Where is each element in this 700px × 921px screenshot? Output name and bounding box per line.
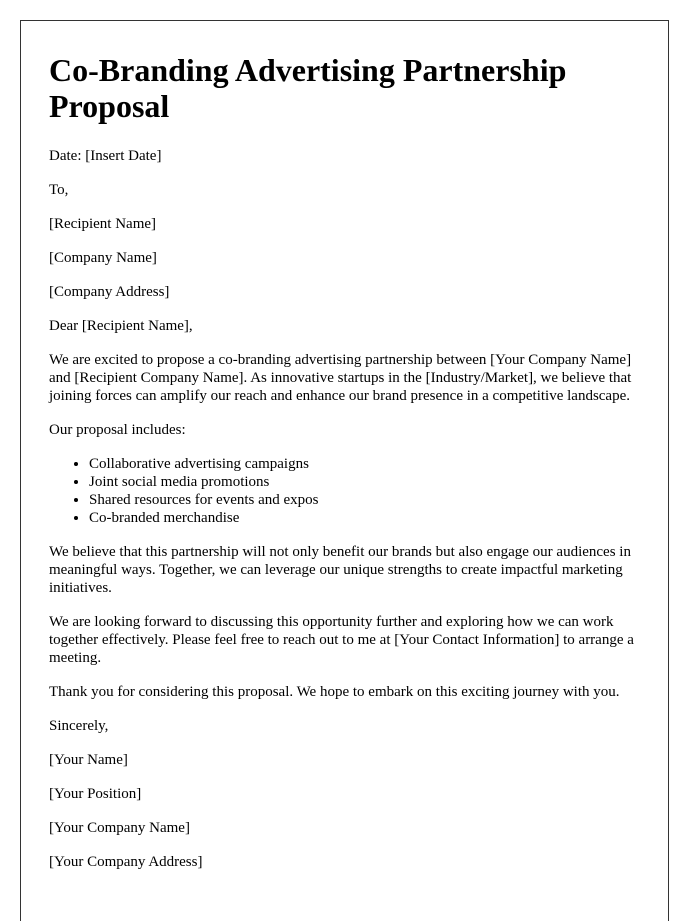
sender-address: [Your Company Address] (49, 854, 203, 870)
benefit-paragraph: We believe that this partnership will not only benefit our brands but also engage our audiences in meaningful ways. Together, we can leverage our unique strengths to create impactful marketing initiatives. (49, 544, 631, 596)
sender-company: [Your Company Name] (49, 820, 190, 836)
salutation: Dear [Recipient Name], (49, 318, 193, 334)
recipient-company-address: [Company Address] (49, 284, 170, 300)
to-line: To, (49, 182, 69, 198)
letter-page (20, 20, 669, 921)
proposal-item: • Co-branded merchandise (89, 509, 647, 527)
proposal-item: • Joint social media promotions (89, 473, 647, 491)
intro-paragraph: We are excited to propose a co-branding advertising partnership between [Your Company Name] and [Recipient Company Name]. As innovative startups in the [Industry/Market], we believe that joining forces can amplify our reach and enhance our brand presence in a competitive landscape. (49, 352, 632, 404)
proposal-list (49, 455, 647, 527)
recipient-company-name: [Company Name] (49, 250, 157, 266)
sender-position: [Your Position] (49, 786, 142, 802)
thanks-paragraph: Thank you for considering this proposal. We hope to embark on this exciting journey with you. (49, 684, 620, 700)
followup-paragraph: We are looking forward to discussing this opportunity further and exploring how we can work together effectively. Please feel free to reach out to me at [Your Contact Information] to arrange a meeting. (49, 614, 634, 666)
proposal-intro: Our proposal includes: (49, 422, 186, 438)
proposal-item: • Collaborative advertising campaigns (89, 455, 647, 473)
date-line: Date: [Insert Date] (49, 148, 162, 164)
sender-name: [Your Name] (49, 752, 128, 768)
letter-title: Co-Branding Advertising Partnership Proposal (49, 52, 567, 124)
proposal-item: • Shared resources for events and expos (89, 491, 647, 509)
closing: Sincerely, (49, 718, 109, 734)
recipient-name: [Recipient Name] (49, 216, 157, 232)
